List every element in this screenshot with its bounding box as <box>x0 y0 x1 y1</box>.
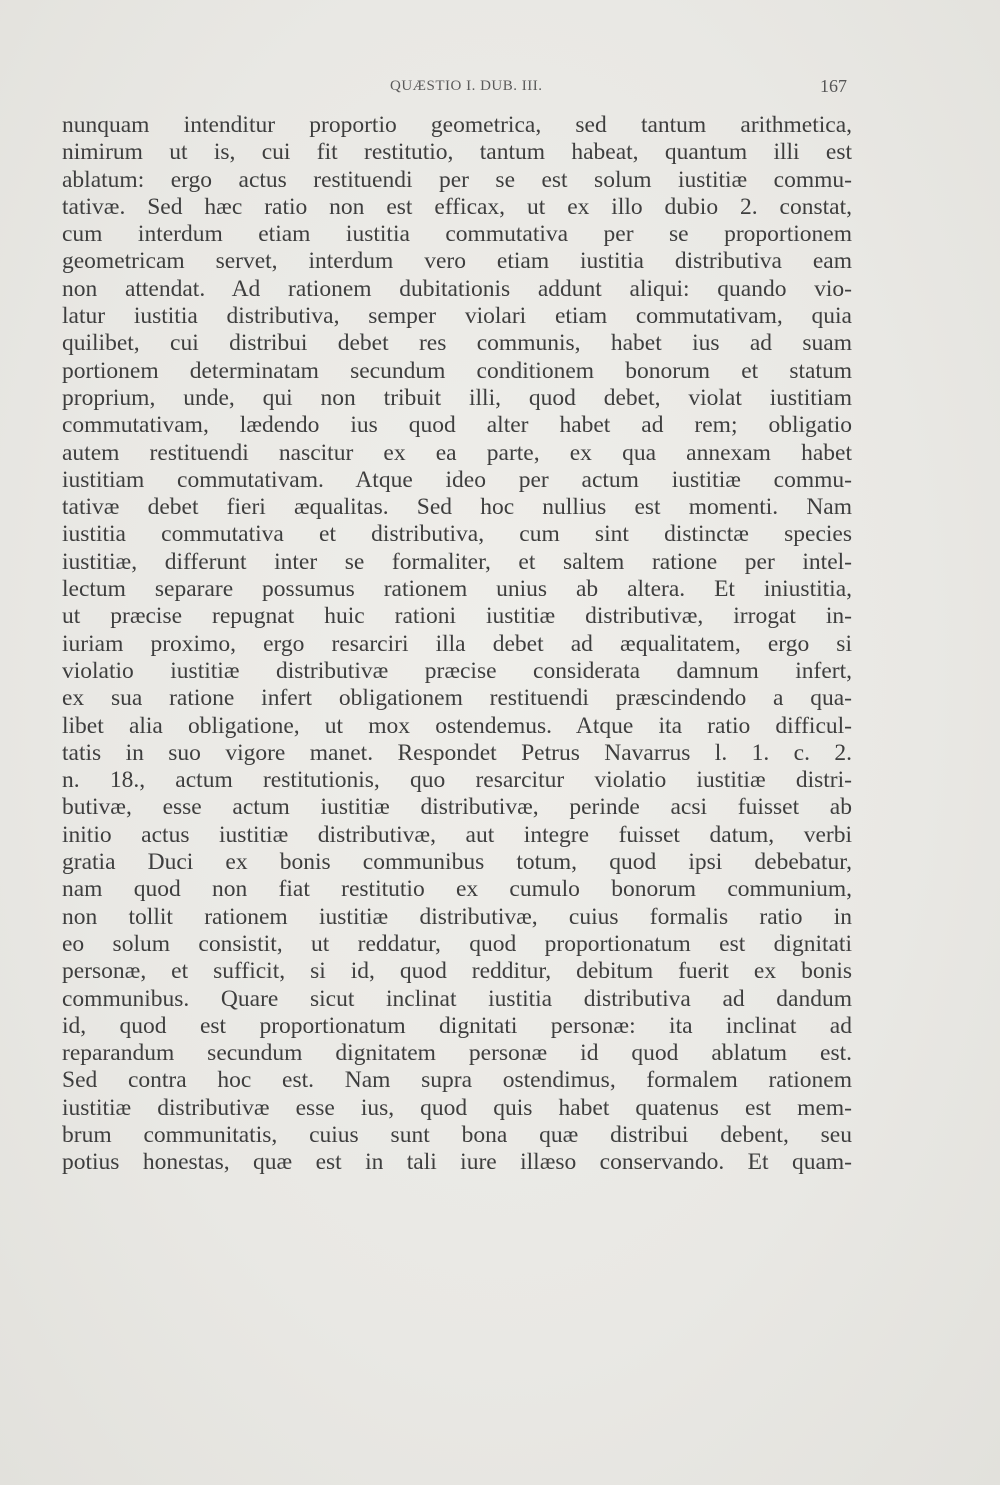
text-line: tativæ debet fieri æqualitas. Sed hoc nullius est momenti. Nam <box>62 494 852 521</box>
text-line: reparandum secundum dignitatem personæ id quod ablatum est. <box>62 1040 852 1067</box>
text-line: latur iustitia distributiva, semper violari etiam commutativam, quia <box>62 303 852 330</box>
text-line: tatis in suo vigore manet. Respondet Petrus Navarrus l. 1. c. 2. <box>62 739 852 766</box>
text-line: libet alia obligatione, ut mox ostendemus. Atque ita ratio difficul- <box>62 712 852 739</box>
text-line: potius honestas, quæ est in tali iure illæso conservando. Et quam- <box>62 1149 852 1176</box>
text-line: ut præcise repugnat huic rationi iustitiæ distributivæ, irrogat in- <box>62 603 852 630</box>
text-line: communibus. Quare sicut inclinat iustitia distributiva ad dandum <box>62 985 852 1012</box>
text-line: iustitiam commutativam. Atque ideo per actum iustitiæ commu- <box>62 466 852 493</box>
text-line: iustitia commutativa et distributiva, cum sint distinctæ species <box>62 521 852 548</box>
text-line: proprium, unde, qui non tribuit illi, quod debet, violat iustitiam <box>62 384 852 411</box>
text-line: iuriam proximo, ergo resarciri illa debet ad æqualitatem, ergo si <box>62 630 852 657</box>
text-line: gratia Duci ex bonis communibus totum, quod ipsi debebatur, <box>62 849 852 876</box>
text-line: commutativam, lædendo ius quod alter habet ad rem; obligatio <box>62 412 852 439</box>
text-line: non attendat. Ad rationem dubitationis addunt aliqui: quando vio- <box>62 275 852 302</box>
text-line: non tollit rationem iustitiæ distributivæ, cuius formalis ratio in <box>62 903 852 930</box>
text-line: violatio iustitiæ distributivæ præcise considerata damnum infert, <box>62 657 852 684</box>
text-line: geometricam servet, interdum vero etiam iustitia distributiva eam <box>62 248 852 275</box>
text-line: cum interdum etiam iustitia commutativa per se proportionem <box>62 221 852 248</box>
running-head: QUÆSTIO I. DUB. III. <box>390 78 543 94</box>
text-line: initio actus iustitiæ distributivæ, aut integre fuisset datum, verbi <box>62 821 852 848</box>
text-line: ex sua ratione infert obligationem restituendi præscindendo a qua- <box>62 685 852 712</box>
text-line: iustitiæ, differunt inter se formaliter, et saltem ratione per intel- <box>62 548 852 575</box>
text-line: portionem determinatam secundum conditionem bonorum et statum <box>62 357 852 384</box>
text-line: id, quod est proportionatum dignitati personæ: ita inclinat ad <box>62 1012 852 1039</box>
text-line: nam quod non fiat restitutio ex cumulo bonorum communium, <box>62 876 852 903</box>
text-line: personæ, et sufficit, si id, quod redditur, debitum fuerit ex bonis <box>62 958 852 985</box>
page-number: 167 <box>820 76 847 96</box>
text-line: nimirum ut is, cui fit restitutio, tantum habeat, quantum illi est <box>62 139 852 166</box>
text-line: autem restituendi nascitur ex ea parte, ex qua annexam habet <box>62 439 852 466</box>
text-line: quilibet, cui distribui debet res communis, habet ius ad suam <box>62 330 852 357</box>
body-text <box>62 112 852 1177</box>
text-line: iustitiæ distributivæ esse ius, quod quis habet quatenus est mem- <box>62 1094 852 1121</box>
text-line: ablatum: ergo actus restituendi per se est solum iustitiæ commu- <box>62 166 852 193</box>
text-line: n. 18., actum restitutionis, quo resarcitur violatio iustitiæ distri- <box>62 767 852 794</box>
text-line: lectum separare possumus rationem unius ab altera. Et iniustitia, <box>62 576 852 603</box>
text-line: Sed contra hoc est. Nam supra ostendimus, formalem rationem <box>62 1067 852 1094</box>
text-line: nunquam intenditur proportio geometrica, sed tantum arithmetica, <box>62 112 852 138</box>
text-line: brum communitatis, cuius sunt bona quæ distribui debent, seu <box>62 1121 852 1148</box>
text-line: tativæ. Sed hæc ratio non est efficax, ut ex illo dubio 2. constat, <box>62 193 852 220</box>
text-line: butivæ, esse actum iustitiæ distributivæ, perinde acsi fuisset ab <box>62 794 852 821</box>
text-line: eo solum consistit, ut reddatur, quod proportionatum est dignitati <box>62 930 852 957</box>
